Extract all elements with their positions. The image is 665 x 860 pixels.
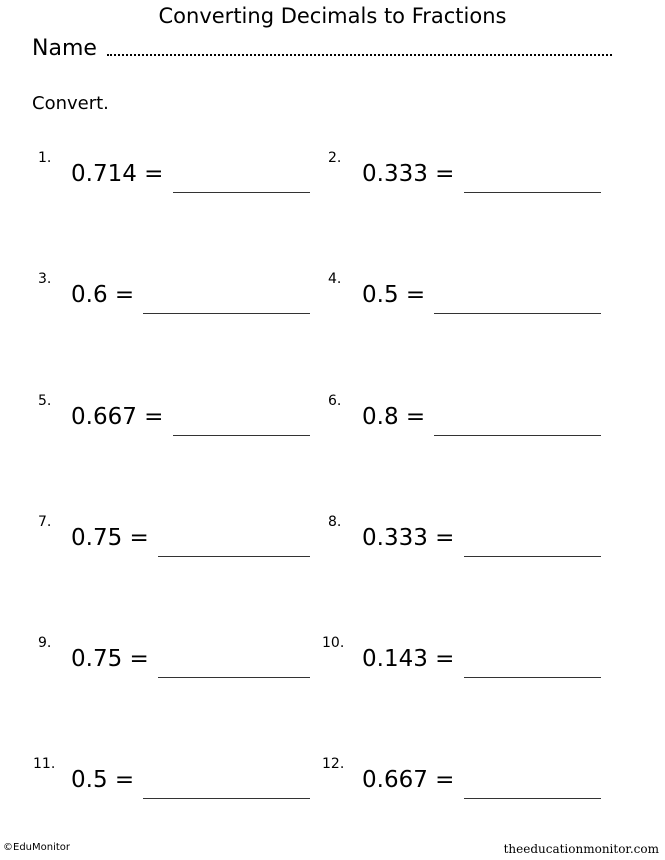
problem-expression: 0.8 =: [362, 404, 426, 430]
problem-number: 8.: [328, 514, 342, 530]
problem-7: [38, 514, 310, 558]
problem-expression: 0.333 =: [362, 525, 455, 551]
answer-blank[interactable]: [143, 313, 310, 314]
problem-5: [38, 393, 310, 437]
problem-number: 1.: [38, 150, 52, 166]
answer-blank[interactable]: [464, 192, 601, 193]
answer-blank[interactable]: [173, 192, 310, 193]
answer-blank[interactable]: [464, 677, 601, 678]
copyright-text: ©EduMonitor: [3, 842, 71, 853]
answer-blank[interactable]: [464, 556, 601, 557]
problem-number: 6.: [328, 393, 342, 409]
problem-expression: 0.143 =: [362, 646, 455, 672]
website-text: theeducationmonitor.com: [503, 842, 659, 856]
problem-expression: 0.75 =: [71, 525, 149, 551]
problem-expression: 0.714 =: [71, 161, 164, 187]
problem-number: 7.: [38, 514, 52, 530]
problem-2: [328, 150, 601, 194]
problem-expression: 0.333 =: [362, 161, 455, 187]
problem-8: [328, 514, 601, 558]
problem-6: [328, 393, 601, 437]
problem-number: 3.: [38, 271, 52, 287]
problem-number: 5.: [38, 393, 52, 409]
worksheet-title: Converting Decimals to Fractions: [158, 4, 507, 28]
problem-expression: 0.667 =: [71, 404, 164, 430]
name-label: Name: [32, 36, 97, 61]
problem-number: 12.: [322, 756, 345, 772]
problem-3: [38, 271, 310, 315]
problem-expression: 0.667 =: [362, 767, 455, 793]
answer-blank[interactable]: [434, 313, 601, 314]
answer-blank[interactable]: [158, 677, 310, 678]
problem-number: 2.: [328, 150, 342, 166]
problem-11: [33, 756, 310, 800]
problem-expression: 0.5 =: [71, 767, 135, 793]
problem-number: 11.: [33, 756, 56, 772]
problem-10: [322, 635, 601, 679]
problem-number: 9.: [38, 635, 52, 651]
problem-4: [328, 271, 601, 315]
answer-blank[interactable]: [434, 435, 601, 436]
instruction: Convert.: [32, 93, 109, 114]
problem-number: 10.: [322, 635, 345, 651]
problem-12: [322, 756, 601, 800]
problem-number: 4.: [328, 271, 342, 287]
problem-expression: 0.75 =: [71, 646, 149, 672]
answer-blank[interactable]: [158, 556, 310, 557]
answer-blank[interactable]: [143, 798, 310, 799]
answer-blank[interactable]: [464, 798, 601, 799]
problem-1: [38, 150, 310, 194]
name-field[interactable]: [107, 54, 612, 56]
problem-expression: 0.5 =: [362, 282, 426, 308]
name-row: [32, 34, 612, 62]
problem-expression: 0.6 =: [71, 282, 135, 308]
answer-blank[interactable]: [173, 435, 310, 436]
problem-9: [38, 635, 310, 679]
